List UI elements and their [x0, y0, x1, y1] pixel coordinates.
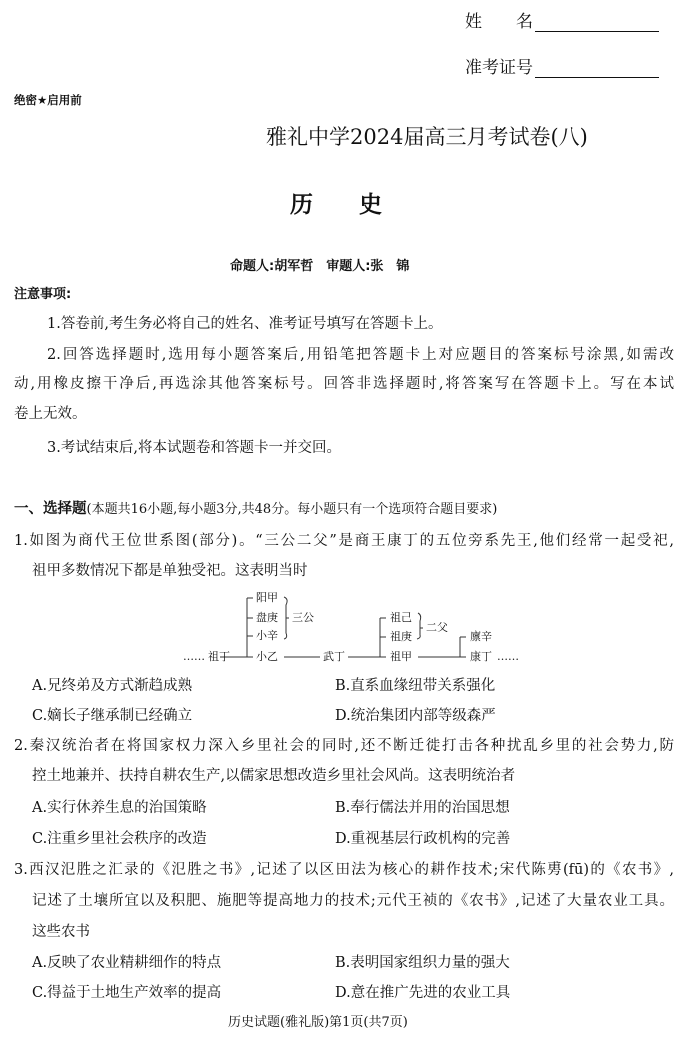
node-xiaoxin: 小辛: [256, 629, 278, 642]
subject-title: 历 史: [290, 192, 382, 218]
q1-option-b: B.直系血缘纽带关系强化: [335, 678, 496, 694]
q3-option-b: B.表明国家组织力量的强大: [335, 955, 510, 971]
label-erfu: 二父: [426, 621, 448, 634]
q1-line: 1.如图为商代王位世系图(部分)。“三公二父”是商王康丁的五位旁系先王,他们经常一起受祀,: [14, 533, 674, 549]
page-footer: 历史试题(雅礼版)第1页(共7页): [228, 1015, 408, 1030]
label-sangong: 三公: [292, 611, 314, 624]
node-zuding: 祖丁: [208, 650, 230, 663]
q3-line: 3.西汉氾胜之汇录的《氾胜之书》,记述了以区田法为核心的耕作技术;宋代陈旉(fū)的《农书》,: [14, 862, 674, 878]
node-zugeng: 祖庚: [390, 630, 412, 643]
q2-option-d: D.重视基层行政机构的完善: [335, 831, 511, 847]
note-2: 2.回答选择题时,选用每小题答案后,用铅笔把答题卡上对应题目的答案标号涂黑,如需改: [47, 347, 674, 363]
exam-title: 雅礼中学2024届高三月考试卷(八): [266, 125, 588, 149]
node-linxin: 廪辛: [470, 630, 492, 643]
node-zuji: 祖己: [390, 611, 412, 624]
note-2-end: 卷上无效。: [14, 406, 87, 422]
node-xiaoyi: 小乙: [256, 650, 278, 663]
id-field[interactable]: [465, 58, 659, 78]
q3-line: 记述了土壤所宜以及积肥、施肥等提高地力的技术;元代王祯的《农书》,记述了大量农业工具。: [32, 893, 674, 909]
q3-line: 这些农书: [32, 924, 90, 940]
node-zujia: 祖甲: [390, 650, 412, 663]
q1-option-d: D.统治集团内部等级森严: [335, 708, 496, 724]
q2-line: 控土地兼并、扶持自耕农生产,以儒家思想改造乡里社会风尚。这表明统治者: [32, 768, 516, 784]
section-heading: 一、选择题(本题共16小题,每小题3分,共48分。每小题只有一个选项符合题目要求): [14, 500, 498, 517]
notes-heading: 注意事项:: [14, 287, 72, 302]
q2-option-a: A.实行休养生息的治国策略: [32, 800, 207, 816]
note-3: 3.考试结束后,将本试题卷和答题卡一并交回。: [47, 440, 341, 456]
node-pangeng: 盘庚: [256, 611, 278, 624]
name-field[interactable]: [465, 12, 659, 32]
q2-line: 2.秦汉统治者在将国家权力深入乡里社会的同时,还不断迁徙打击各种扰乱乡里的社会势力,防: [14, 738, 674, 754]
q1-line: 祖甲多数情况下都是单独受祀。这表明当时: [32, 563, 308, 579]
name-label: 姓 名: [465, 12, 533, 32]
node-kangding: 康丁: [470, 650, 492, 663]
q3-option-c: C.得益于土地生产效率的提高: [32, 985, 222, 1001]
node-yangjia: 阳甲: [256, 591, 278, 604]
q1-option-a: A.兄终弟及方式渐趋成熟: [32, 678, 193, 694]
q1-option-c: C.嫡长子继承制已经确立: [32, 708, 193, 724]
id-blank[interactable]: [535, 59, 659, 78]
id-label: 准考证号: [465, 58, 533, 78]
secret-mark: 绝密★启用前: [14, 93, 82, 107]
node-wuding: 武丁: [323, 650, 345, 663]
q2-option-c: C.注重乡里社会秩序的改造: [32, 831, 207, 847]
dots-right: ……: [497, 650, 519, 663]
q2-option-b: B.奉行儒法并用的治国思想: [335, 800, 510, 816]
authors: 命题人:胡军哲 审题人:张 锦: [230, 259, 410, 274]
dots-left: ……: [183, 650, 205, 663]
name-blank[interactable]: [535, 13, 659, 32]
note-2-cont: 动,用橡皮擦干净后,再选涂其他答案标号。回答非选择题时,将答案写在答题卡上。写在本试: [14, 376, 674, 392]
q3-option-d: D.意在推广先进的农业工具: [335, 985, 511, 1001]
q3-option-a: A.反映了农业精耕细作的特点: [32, 955, 222, 971]
note-1: 1.答卷前,考生务必将自己的姓名、准考证号填写在答题卡上。: [47, 316, 443, 332]
